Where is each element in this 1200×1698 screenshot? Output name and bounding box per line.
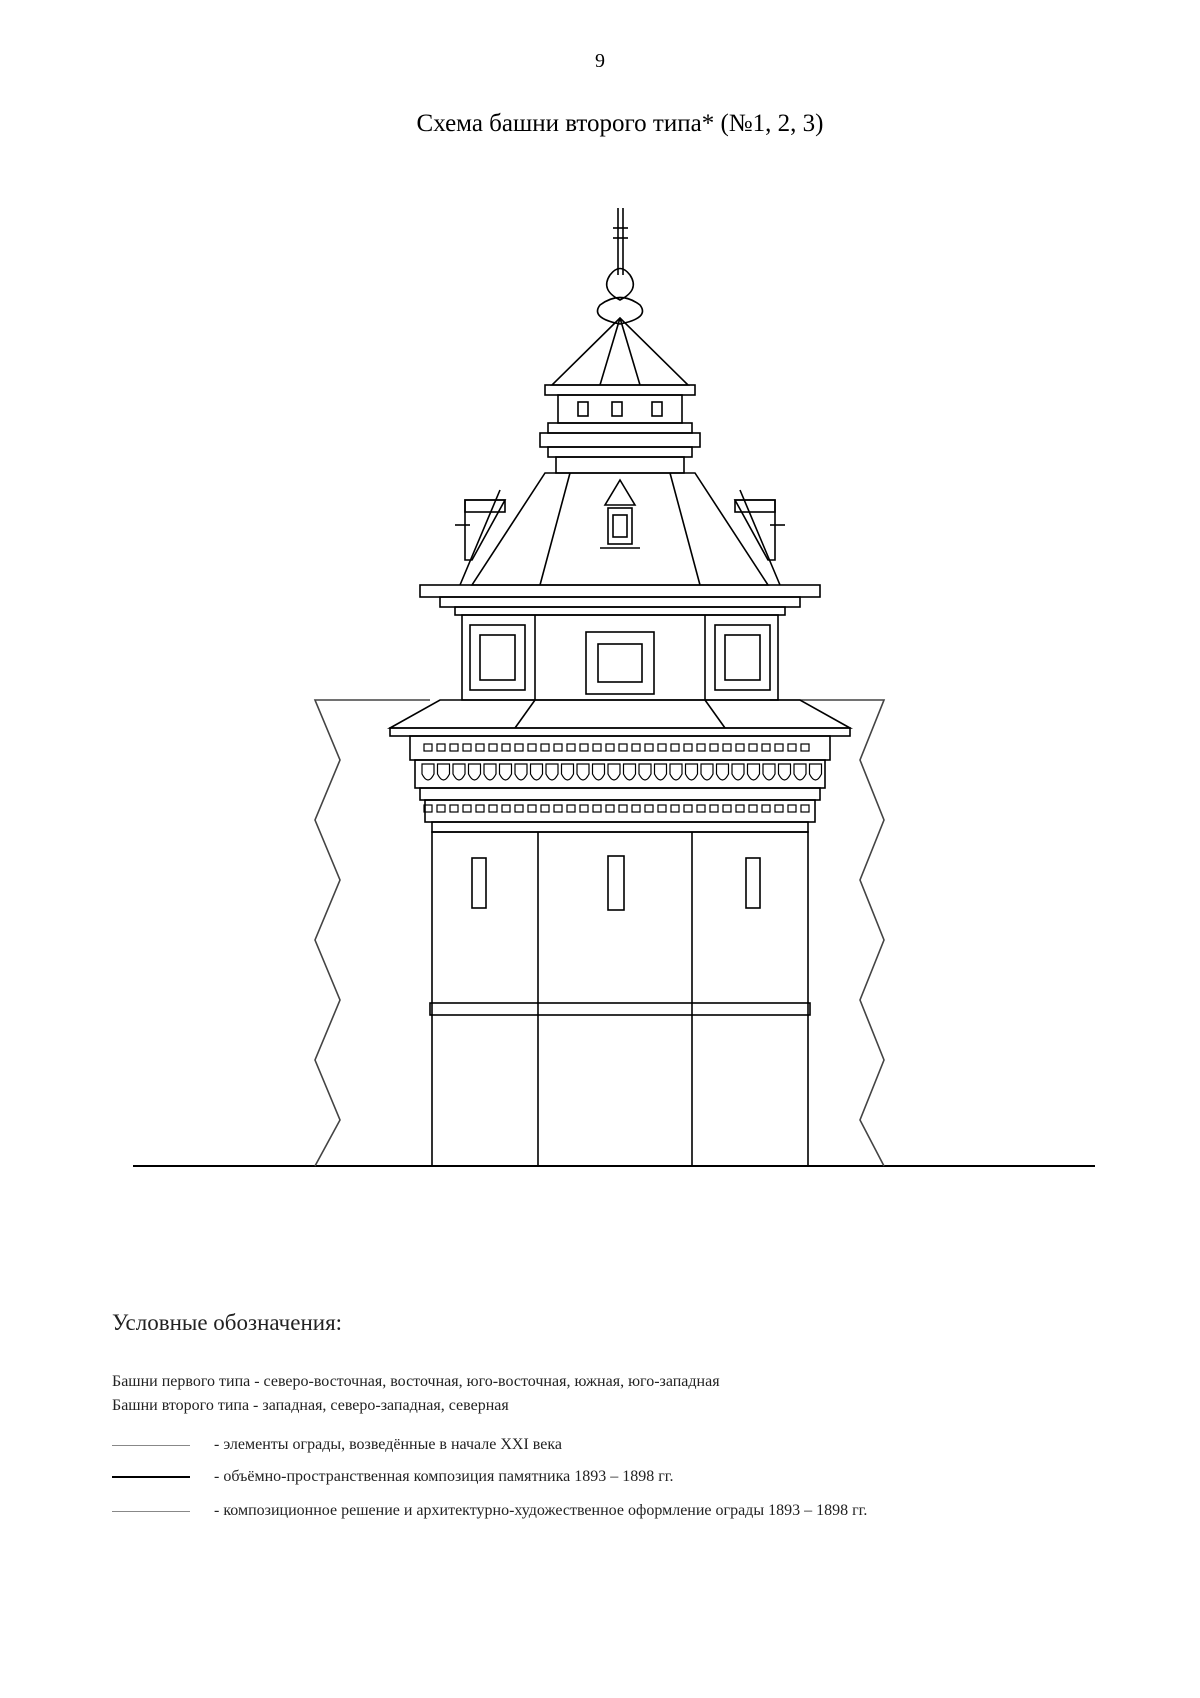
corbel-dentil xyxy=(567,805,575,812)
wall-break-right xyxy=(858,700,884,1166)
corbel-bracket xyxy=(531,764,543,780)
legend-note: Башни первого типа - северо-восточная, восточная, юго-восточная, южная, юго-западная xyxy=(112,1373,720,1390)
corbel-bracket xyxy=(562,764,574,780)
corbel-bracket xyxy=(794,764,806,780)
wall-break-left xyxy=(315,700,342,1166)
corbel-dentil xyxy=(502,744,510,751)
corbel-bracket xyxy=(701,764,713,780)
corbel-dentil xyxy=(775,744,783,751)
corbel-dentil xyxy=(463,744,471,751)
upper-tier xyxy=(462,615,778,700)
corbel-dentil xyxy=(736,744,744,751)
legend-item xyxy=(112,1502,867,1520)
corbel-dentil xyxy=(645,805,653,812)
corbel-dentil xyxy=(528,805,536,812)
corbel-dentil xyxy=(515,805,523,812)
corbel-dentil xyxy=(593,805,601,812)
corbel-bracket xyxy=(515,764,527,780)
corbel-dentil xyxy=(450,744,458,751)
corbel-dentil xyxy=(788,805,796,812)
corbel-dentil xyxy=(463,805,471,812)
page-number: 9 xyxy=(595,50,605,72)
corbel-bracket xyxy=(453,764,465,780)
legend-line-thin xyxy=(112,1511,190,1512)
tower-body xyxy=(430,832,810,1166)
corbel-dentil xyxy=(567,744,575,751)
corbel-dentil xyxy=(697,805,705,812)
corbel-dentil xyxy=(710,805,718,812)
main-roof xyxy=(420,473,820,615)
corbel-bracket xyxy=(484,764,496,780)
spire xyxy=(598,208,643,324)
corbel-dentil xyxy=(671,805,679,812)
legend-line-thick xyxy=(112,1476,190,1478)
legend-item-label: - композиционное решение и архитектурно-художественное оформление ограды 1893 – 1898 гг. xyxy=(214,1502,868,1519)
corbel-dentil xyxy=(580,744,588,751)
corbel-dentil xyxy=(645,744,653,751)
corbel-dentil xyxy=(606,744,614,751)
corbel-dentil xyxy=(437,744,445,751)
corbel-dentil xyxy=(541,805,549,812)
corbel-bracket xyxy=(500,764,512,780)
corbel-dentil xyxy=(749,805,757,812)
corbel-dentil xyxy=(775,805,783,812)
corbel-dentil xyxy=(658,805,666,812)
corbel-dentil xyxy=(723,744,731,751)
lower-roof xyxy=(390,700,850,736)
corbel-dentil xyxy=(489,744,497,751)
legend-item-label: - объёмно-пространственная композиция памятника 1893 – 1898 гг. xyxy=(214,1468,674,1485)
corbel-dentil xyxy=(554,805,562,812)
corbel-bracket xyxy=(670,764,682,780)
page-title: Схема башни второго типа* (№1, 2, 3) xyxy=(416,110,824,137)
corbel-dentil xyxy=(788,744,796,751)
corbel-dentil xyxy=(684,744,692,751)
corbel-dentil xyxy=(632,805,640,812)
upper-roof xyxy=(545,318,695,395)
upper-drum xyxy=(540,395,700,473)
corbel-dentil xyxy=(723,805,731,812)
corbel-dentil xyxy=(632,744,640,751)
corbel-dentil xyxy=(606,805,614,812)
corbel-bracket xyxy=(748,764,760,780)
corbel-dentil xyxy=(476,744,484,751)
legend-item-label: - элементы ограды, возведённые в начале XXI века xyxy=(214,1436,562,1453)
corbel-bracket xyxy=(732,764,744,780)
corbel-dentil xyxy=(619,805,627,812)
corbel-dentil xyxy=(593,744,601,751)
corbel-bracket xyxy=(779,764,791,780)
legend-heading: Условные обозначения: xyxy=(112,1310,343,1335)
corbel-details xyxy=(422,744,822,812)
corbel-bracket xyxy=(717,764,729,780)
corbel-dentil xyxy=(736,805,744,812)
corbel-dentil xyxy=(437,805,445,812)
corbel-bracket xyxy=(624,764,636,780)
corbel-dentil xyxy=(489,805,497,812)
corbel-dentil xyxy=(749,744,757,751)
corbel-dentil xyxy=(424,744,432,751)
corbel-dentil xyxy=(528,744,536,751)
corbel-dentil xyxy=(502,805,510,812)
corbel-bracket xyxy=(469,764,481,780)
legend-item xyxy=(112,1468,674,1486)
legend-line-thin xyxy=(112,1445,190,1446)
corbel-dentil xyxy=(619,744,627,751)
legend-item xyxy=(112,1436,562,1454)
corbel-dentil xyxy=(476,805,484,812)
corbel-dentil xyxy=(671,744,679,751)
legend-note: Башни второго типа - западная, северо-западная, северная xyxy=(112,1397,509,1414)
corbel-bracket xyxy=(686,764,698,780)
corbel-dentil xyxy=(658,744,666,751)
corbel-dentil xyxy=(450,805,458,812)
corbel-dentil xyxy=(515,744,523,751)
corbel-dentil xyxy=(801,744,809,751)
corbel-dentil xyxy=(801,805,809,812)
corbel-bracket xyxy=(438,764,450,780)
corbel-dentil xyxy=(541,744,549,751)
corbel-bracket xyxy=(546,764,558,780)
corbel-bracket xyxy=(422,764,434,780)
corbel-dentil xyxy=(580,805,588,812)
corbel-bracket xyxy=(577,764,589,780)
corbel-bracket xyxy=(608,764,620,780)
corbel-bracket xyxy=(810,764,822,780)
corbel-dentil xyxy=(697,744,705,751)
corbel-dentil xyxy=(710,744,718,751)
corbel-dentil xyxy=(762,744,770,751)
corbel-bracket xyxy=(639,764,651,780)
corbel-dentil xyxy=(762,805,770,812)
corbel-bracket xyxy=(655,764,667,780)
corbel-bracket xyxy=(593,764,605,780)
corbel-dentil xyxy=(554,744,562,751)
corbel-bracket xyxy=(763,764,775,780)
corbel-dentil xyxy=(684,805,692,812)
